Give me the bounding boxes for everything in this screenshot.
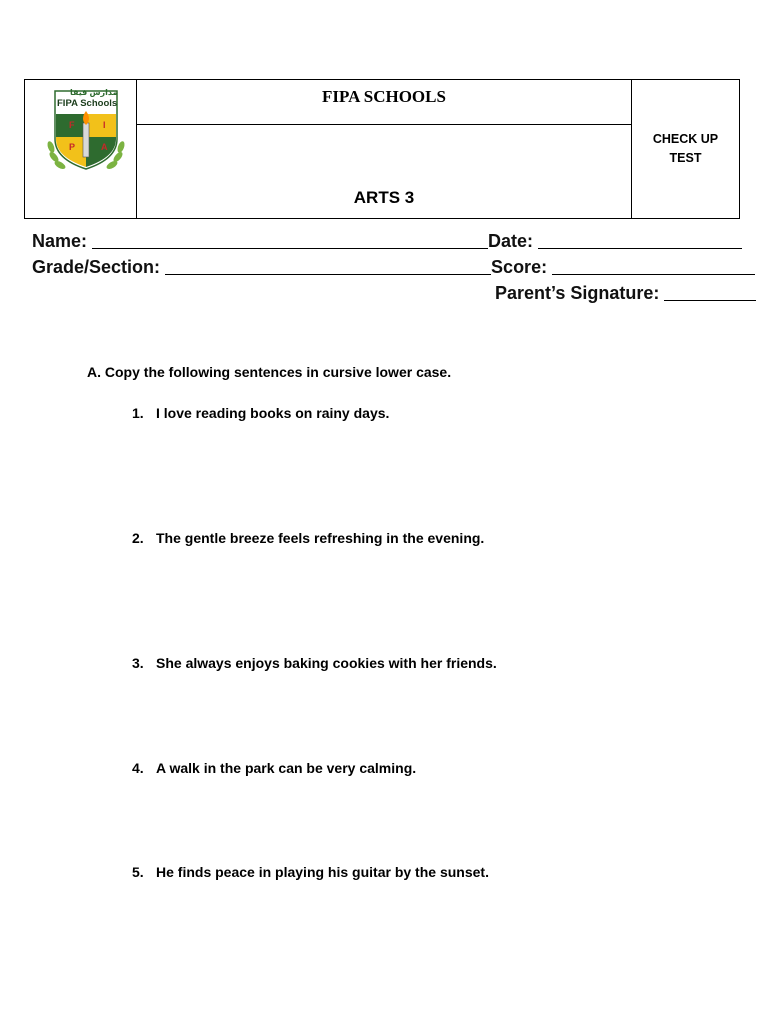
- parent-signature-label: Parent’s Signature:: [495, 283, 660, 303]
- logo-letter-f: F: [69, 120, 75, 130]
- grade-field[interactable]: [165, 274, 491, 275]
- parent-signature-row: [495, 283, 756, 304]
- name-label: Name:: [32, 231, 88, 251]
- item-number: 2.: [132, 530, 144, 546]
- parent-signature-field[interactable]: [664, 300, 756, 301]
- logo-text-arabic: مدارس فيفا: [70, 88, 118, 97]
- item-text: I love reading books on rainy days.: [156, 405, 390, 421]
- logo-cell: [25, 80, 137, 218]
- list-item: [132, 760, 416, 776]
- item-number: 3.: [132, 655, 144, 671]
- subject-title: ARTS 3: [353, 188, 415, 207]
- item-number: 4.: [132, 760, 144, 776]
- date-label: Date:: [488, 231, 534, 251]
- name-field[interactable]: [92, 248, 488, 249]
- school-name-row: [137, 80, 631, 125]
- logo-letter-a: A: [101, 142, 108, 152]
- name-row: [32, 231, 742, 252]
- test-type-line1: CHECK UP: [652, 132, 719, 146]
- logo-letter-p: P: [69, 142, 76, 152]
- score-field[interactable]: [552, 274, 755, 275]
- grade-row: [32, 257, 755, 278]
- item-text: He finds peace in playing his guitar by the sunset.: [156, 864, 489, 880]
- item-number: 1.: [132, 405, 144, 421]
- section-a-title: A. Copy the following sentences in cursive lower case.: [87, 364, 452, 380]
- date-field[interactable]: [538, 248, 742, 249]
- list-item: [132, 655, 497, 671]
- school-name: FIPA SCHOOLS: [322, 87, 446, 106]
- test-type-cell: [632, 80, 739, 218]
- logo-letter-i: I: [103, 120, 106, 130]
- score-label: Score:: [491, 257, 548, 277]
- list-item: [132, 530, 484, 546]
- item-text: A walk in the park can be very calming.: [156, 760, 417, 776]
- test-type-line2: TEST: [669, 151, 702, 165]
- grade-label: Grade/Section:: [32, 257, 161, 277]
- list-item: [132, 405, 389, 421]
- item-number: 5.: [132, 864, 144, 880]
- logo-text: FIPA Schools: [57, 98, 118, 109]
- item-text: The gentle breeze feels refreshing in the evening.: [156, 530, 485, 546]
- title-cell: [137, 80, 632, 218]
- item-text: She always enjoys baking cookies with her friends.: [156, 655, 497, 671]
- header-table: [24, 79, 740, 219]
- list-item: [132, 864, 489, 880]
